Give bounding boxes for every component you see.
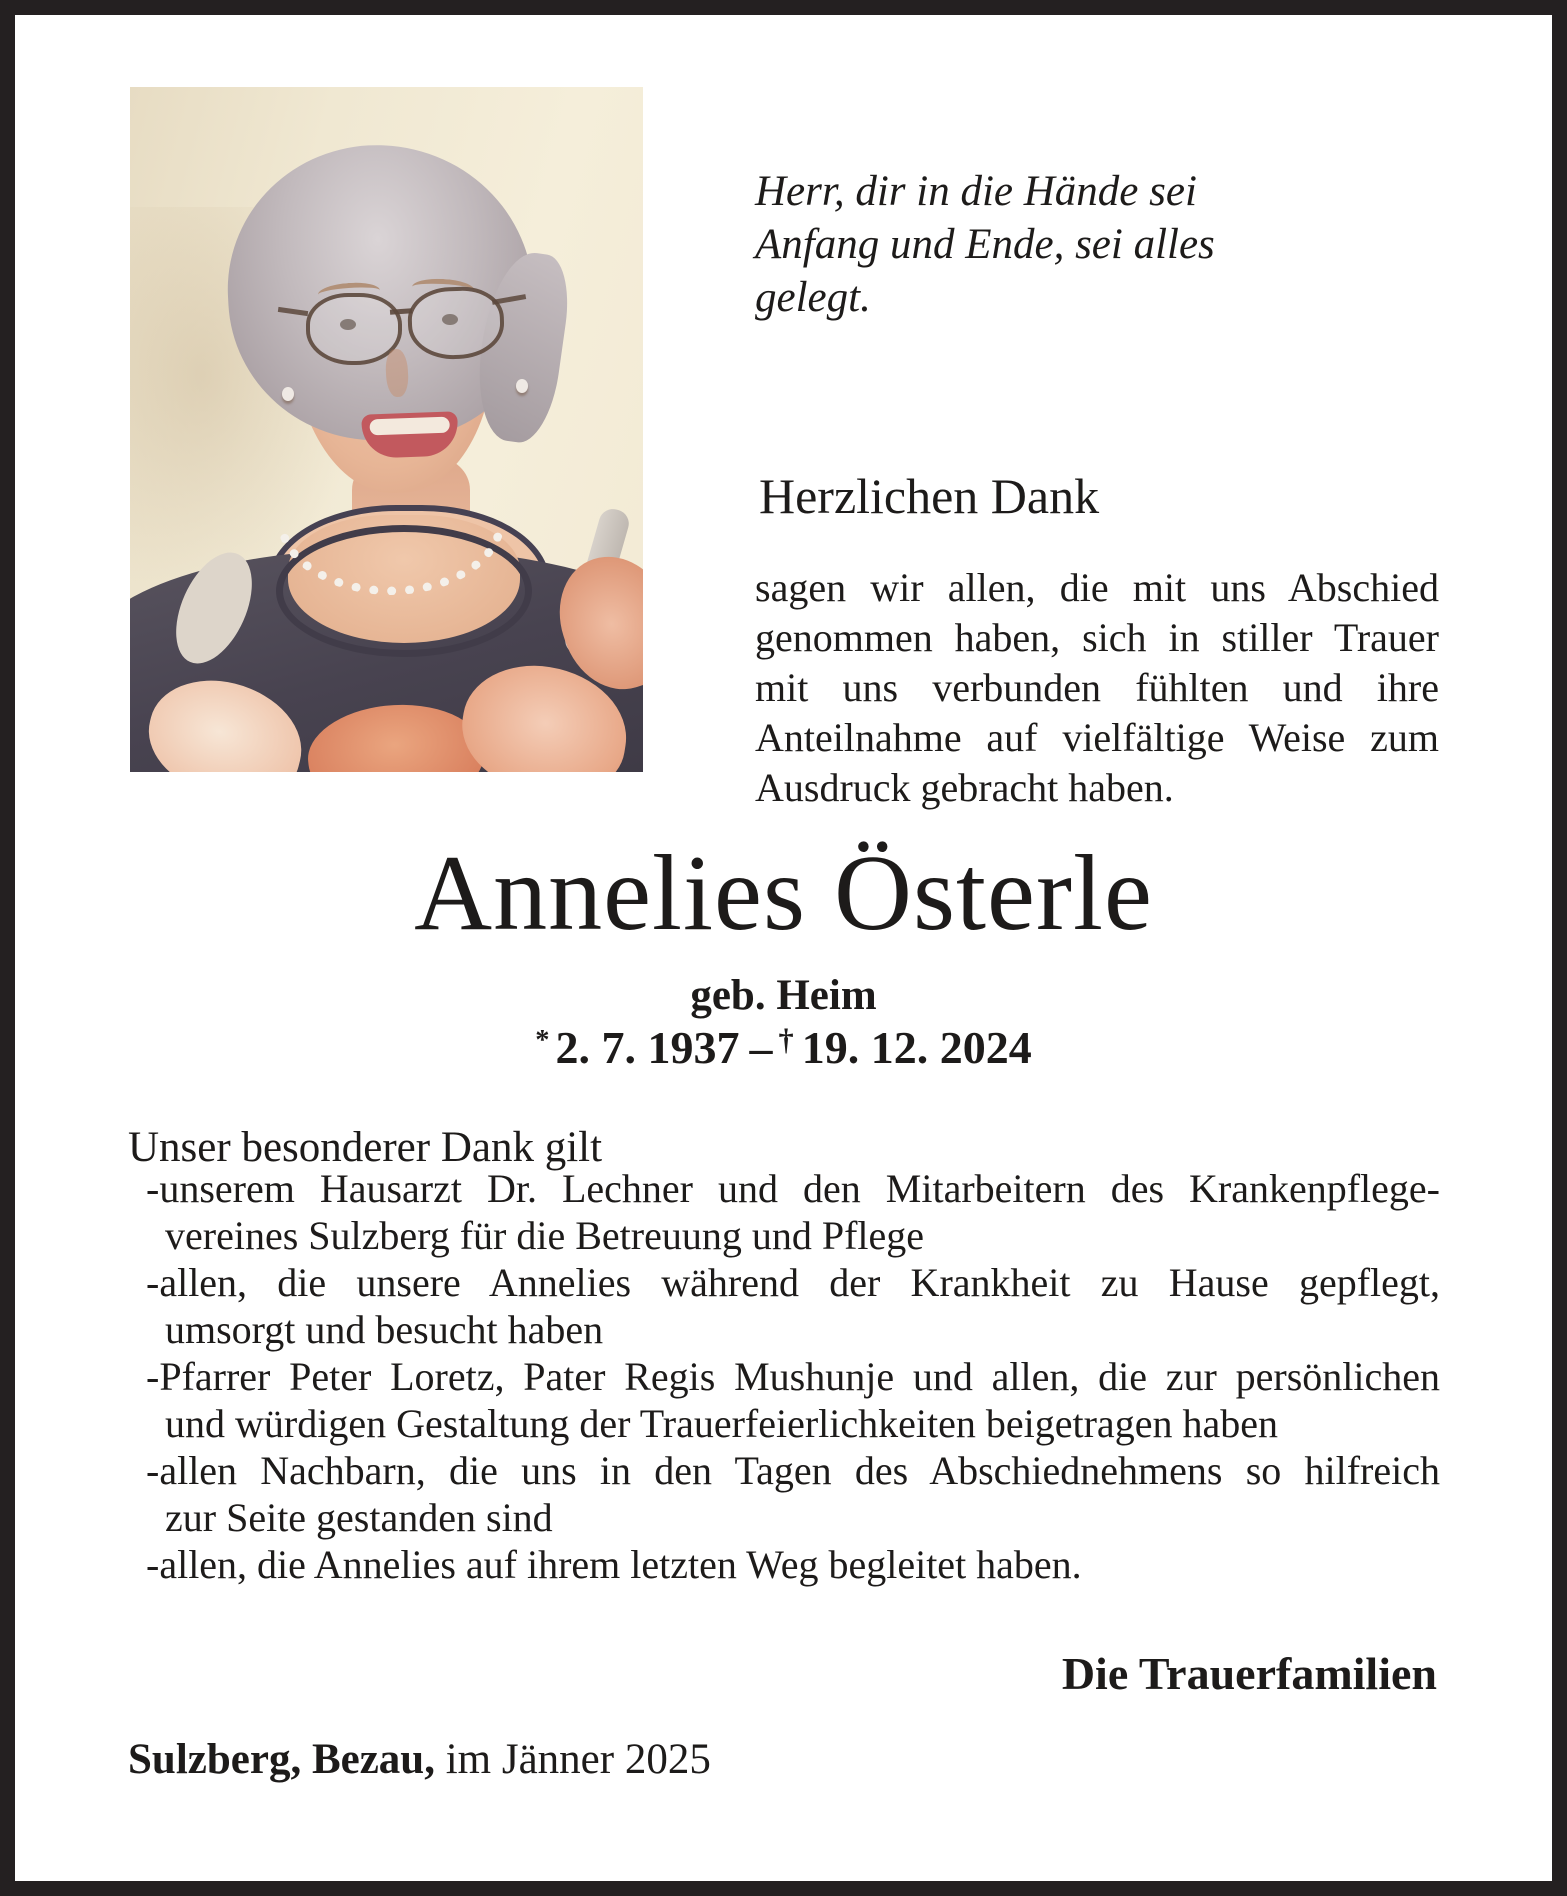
verse-line: Anfang und Ende, sei alles <box>755 221 1215 268</box>
paragraph-line: sagen wir allen, die mit uns Abschied <box>755 565 1439 610</box>
deceased-name: Annelies Österle <box>414 834 1153 953</box>
thanks-list-line: -allen, die Annelies auf ihrem letzten Weg begleitet haben. <box>146 1542 1082 1587</box>
paragraph-line: Anteilnahme auf vielfältige Weise zum <box>755 715 1439 760</box>
birth-star-icon: * <box>535 1024 550 1056</box>
thanks-list-line: zur Seite gestanden sind <box>165 1495 553 1540</box>
maiden-name: geb. Heim <box>690 972 877 1019</box>
verse-line: gelegt. <box>755 274 871 321</box>
paragraph-line: genommen haben, sich in stiller Trauer <box>755 615 1439 660</box>
thanks-list-line: -Pfarrer Peter Loretz, Pater Regis Mushunje und allen, die zur persönlichen <box>146 1354 1440 1399</box>
pearl-necklace <box>272 527 522 609</box>
portrait-teeth <box>369 417 450 436</box>
thanks-list-line: -unserem Hausarzt Dr. Lechner und den Mitarbeitern des Krankenpflege- <box>146 1166 1440 1211</box>
life-dates <box>15 1021 1552 1074</box>
pearl-necklace-arc <box>277 527 505 595</box>
portrait-photo <box>130 87 643 772</box>
special-thanks-heading: Unser besonderer Dank gilt <box>128 1124 603 1171</box>
thanks-paragraph <box>755 563 1439 813</box>
thanks-heading: Herzlichen Dank <box>759 468 1100 524</box>
dates-separator: – <box>749 1022 773 1073</box>
opening-verse <box>755 165 1295 324</box>
paragraph-line: Ausdruck gebracht haben. <box>755 765 1174 810</box>
thanks-list-line: vereines Sulzberg für die Betreuung und Pflege <box>165 1213 925 1258</box>
death-cross-icon: † <box>778 1023 794 1058</box>
special-thanks-list <box>146 1165 1440 1588</box>
date-note: im Jänner 2025 <box>445 1736 711 1783</box>
earring <box>282 387 294 401</box>
thanks-list-line: und würdigen Gestaltung der Trauerfeierlichkeiten beigetragen haben <box>165 1401 1278 1446</box>
thanks-list-line: umsorgt und besucht haben <box>165 1307 604 1352</box>
birth-date: 2. 7. 1937 <box>555 1022 740 1073</box>
place-date-line <box>128 1735 711 1784</box>
thanks-list-line: -allen Nachbarn, die uns in den Tagen des Abschiednehmens so hilfreich <box>146 1448 1440 1493</box>
earring <box>516 379 528 393</box>
place-names: Sulzberg, Bezau, <box>128 1736 435 1783</box>
verse-line: Herr, dir in die Hände sei <box>755 168 1197 215</box>
paragraph-line: mit uns verbunden fühlten und ihre <box>755 665 1439 710</box>
thanks-list-line: -allen, die unsere Annelies während der Krankheit zu Hause gepflegt, <box>146 1260 1440 1305</box>
mourning-family-signature: Die Trauerfamilien <box>1061 1648 1437 1699</box>
death-date: 19. 12. 2024 <box>801 1022 1032 1073</box>
